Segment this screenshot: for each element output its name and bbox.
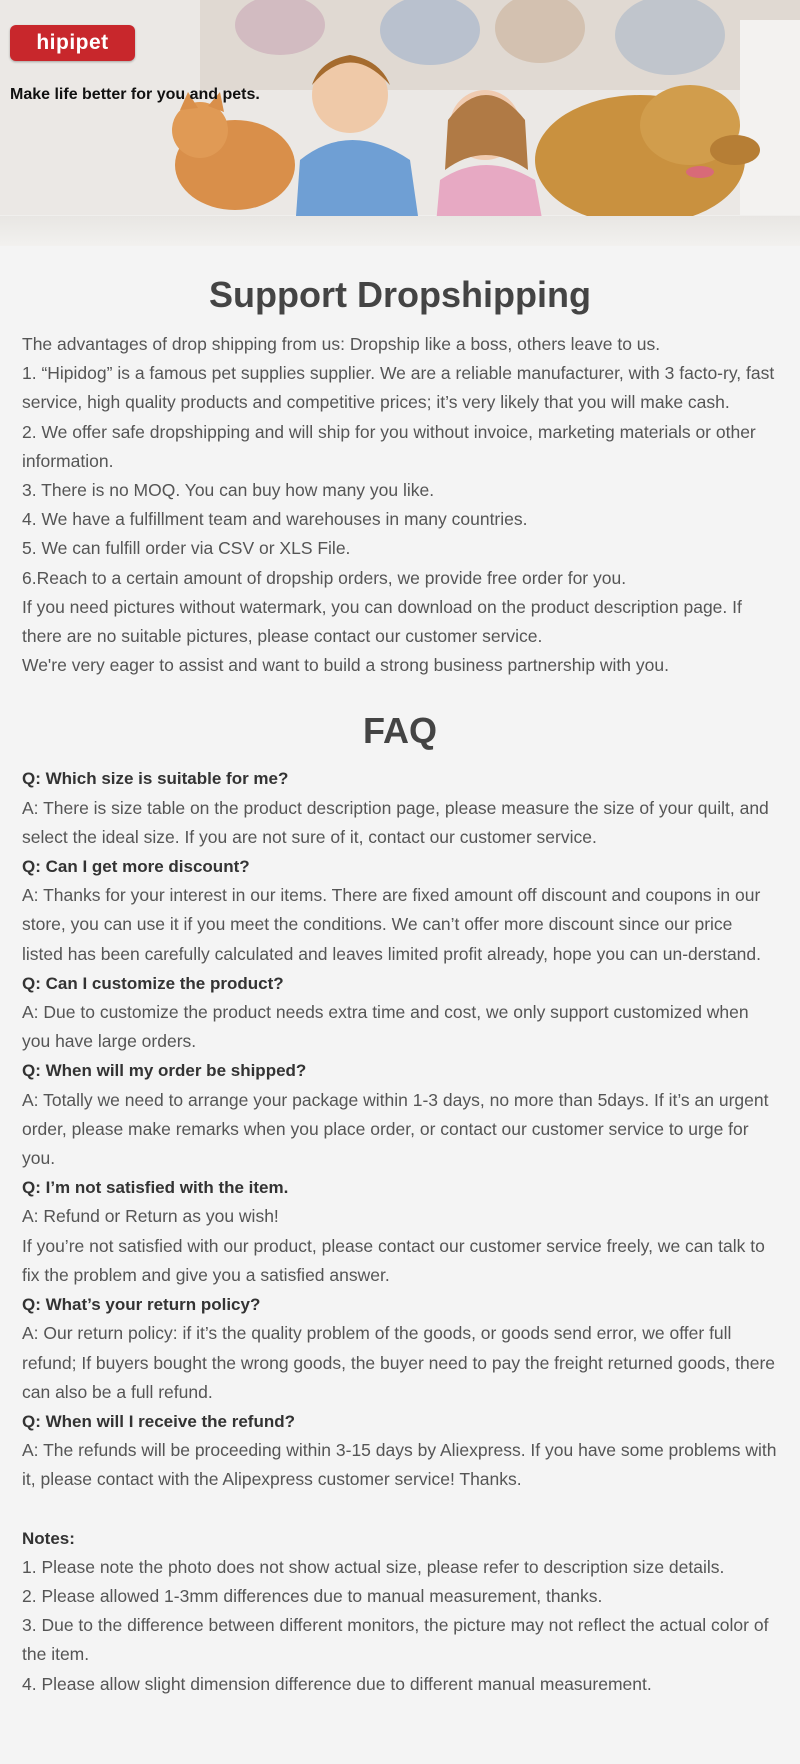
faq-answer: If you’re not satisfied with our product, please contact our customer service freely, we can talk to fix the problem and give you a satisfied answer. xyxy=(22,1235,765,1285)
logo-text: hipipet xyxy=(36,31,109,54)
notes-title: Notes: xyxy=(22,1528,75,1548)
hero-banner xyxy=(0,0,800,246)
dropshipping-line: The advantages of drop shipping from us: Dropship like a boss, others leave to us. xyxy=(22,334,661,354)
dropshipping-title: Support Dropshipping xyxy=(209,274,591,315)
faq-question: Q: When will my order be shipped? xyxy=(22,1061,307,1081)
faq-list xyxy=(22,764,778,1494)
dropshipping-text xyxy=(22,330,778,680)
note-line: 1. Please note the photo does not show actual size, please refer to description size details. xyxy=(22,1556,725,1577)
dropshipping-line: 6.Reach to a certain amount of dropship orders, we provide free order for you. xyxy=(22,567,627,588)
content xyxy=(0,274,800,1699)
faq-answer: A: Thanks for your interest in our items. There are fixed amount off discount and coupons in our store, you can use it if you meet the conditions. We can’t offer more discount since our price listed has been carefully calculated and leaves limited profit already, hope you can un-derstand. xyxy=(22,885,762,964)
faq-question: Q: Can I customize the product? xyxy=(22,973,284,993)
notes-list xyxy=(22,1553,778,1699)
note-line: 4. Please allow slight dimension difference due to different manual measurement. xyxy=(22,1673,652,1694)
faq-answer: A: There is size table on the product description page, please measure the size of your quilt, and select the ideal size. If you are not sure of it, contact our customer service. xyxy=(22,797,769,847)
faq-answer: A: Refund or Return as you wish! xyxy=(22,1206,279,1227)
faq-question: Q: When will I receive the refund? xyxy=(22,1411,295,1431)
slogan: Make life better for you and pets. xyxy=(10,86,260,103)
dropshipping-line: 2. We offer safe dropshipping and will ship for you without invoice, marketing materials or other information. xyxy=(22,421,756,471)
faq-answer: A: Due to customize the product needs extra time and cost, we only support customized when you have large orders. xyxy=(22,1002,749,1052)
faq-answer: A: The refunds will be proceeding within 3-15 days by Aliexpress. If you have some problems with it, please contact with the Alipexpress customer service! Thanks. xyxy=(22,1440,777,1490)
dropshipping-line: 1. “Hipidog” is a famous pet supplies supplier. We are a reliable manufacturer, with 3 facto-ry, fast service, high quality products and competitive prices; it’s very likely that you will make cash. xyxy=(22,363,775,413)
note-line: 3. Due to the difference between different monitors, the picture may not reflect the actual color of the item. xyxy=(22,1615,769,1665)
faq-question: Q: Can I get more discount? xyxy=(22,857,250,877)
hipipet-logo xyxy=(10,25,135,61)
dropshipping-line: If you need pictures without watermark, you can download on the product description page. If there are no suitable pictures, please contact our customer service. xyxy=(22,596,742,647)
faq-question: Q: What’s your return policy? xyxy=(22,1295,261,1315)
dropshipping-line: 4. We have a fulfillment team and warehouses in many countries. xyxy=(22,509,528,530)
dropshipping-line: 5. We can fulfill order via CSV or XLS File. xyxy=(22,538,351,559)
faq-answer: A: Totally we need to arrange your package within 1-3 days, no more than 5days. If it’s an urgent order, please make remarks when you place order, or contact our customer service to urge for you. xyxy=(22,1089,769,1169)
faq-answer: A: Our return policy: if it’s the quality problem of the goods, or goods send error, we offer full refund; If buyers bought the wrong goods, the buyer need to pay the freight returned goods, there can also be a full refund. xyxy=(22,1323,776,1402)
note-line: 2. Please allowed 1-3mm differences due to manual measurement, thanks. xyxy=(22,1585,603,1606)
dropshipping-line: We're very eager to assist and want to build a strong business partnership with you. xyxy=(22,655,669,676)
dropshipping-line: 3. There is no MOQ. You can buy how many you like. xyxy=(22,480,435,501)
faq-title: FAQ xyxy=(362,710,437,752)
faq-question: Q: I’m not satisfied with the item. xyxy=(22,1178,289,1198)
faq-question: Q: Which size is suitable for me? xyxy=(22,769,289,789)
carpet-strip xyxy=(0,216,800,246)
